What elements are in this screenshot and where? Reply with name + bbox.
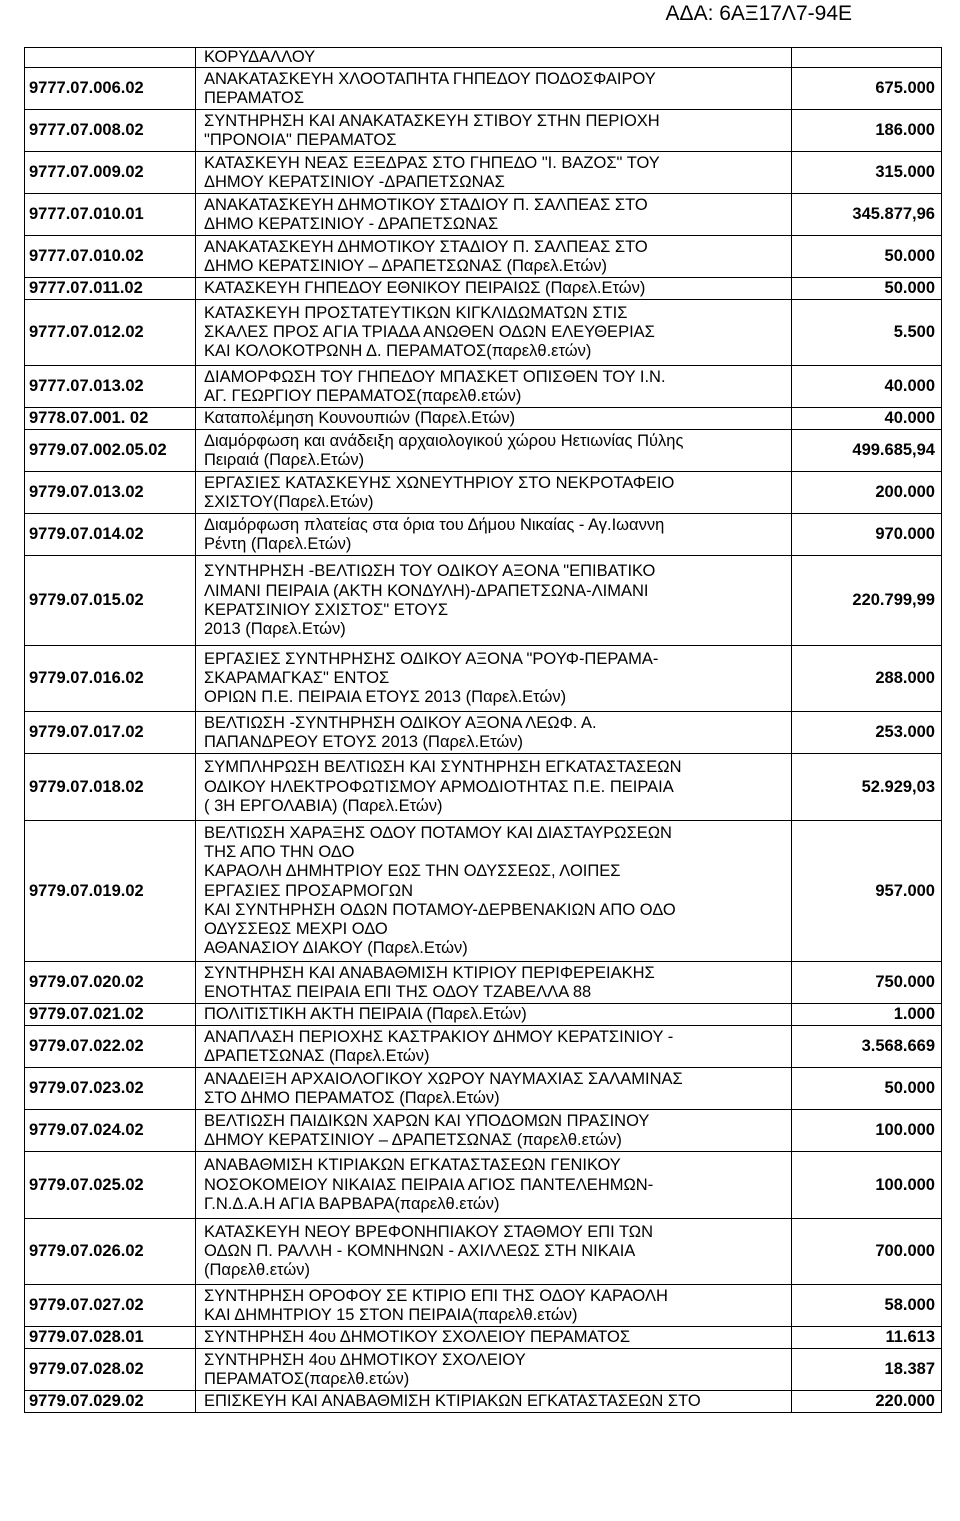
row-description: ΑΝΑΚΑΤΑΣΚΕΥΗ ΔΗΜΟΤΙΚΟΥ ΣΤΑΔΙΟΥ Π. ΣΑΛΠΕΑΣ ΣΤΟ ΔΗΜΟ ΚΕΡΑΤΣΙΝΙΟΥ – ΔΡΑΠΕΤΣΩΝΑΣ (Παρελ.Ετών) — [196, 236, 792, 278]
row-code: 9779.07.013.02 — [25, 472, 196, 514]
row-description: ΚΑΤΑΣΚΕΥΗ ΠΡΟΣΤΑΤΕΥΤΙΚΩΝ ΚΙΓΚΛΙΔΩΜΑΤΩΝ ΣΤΙΣ ΣΚΑΛΕΣ ΠΡΟΣ ΑΓΙΑ ΤΡΙΑΔΑ ΑΝΩΘΕΝ ΟΔΩΝ ΕΛΕΥΘΕΡΙΑΣ ΚΑΙ ΚΟΛΟΚΟΤΡΩΝΗ Δ. ΠΕΡΑΜΑΤΟΣ(παρελθ.ετών) — [196, 300, 792, 366]
row-description: ΣΥΝΤΗΡΗΣΗ 4ου ΔΗΜΟΤΙΚΟΥ ΣΧΟΛΕΙΟΥ ΠΕΡΑΜΑΤΟΣ — [196, 1327, 792, 1349]
row-amount: 40.000 — [792, 366, 942, 408]
row-code: 9779.07.014.02 — [25, 514, 196, 556]
table-row — [25, 236, 942, 278]
row-amount: 100.000 — [792, 1152, 942, 1219]
row-amount: 58.000 — [792, 1285, 942, 1327]
row-description: ΕΡΓΑΣΙΕΣ ΚΑΤΑΣΚΕΥΗΣ ΧΩΝΕΥΤΗΡΙΟΥ ΣΤΟ ΝΕΚΡΟΤΑΦΕΙΟ ΣΧΙΣΤΟΥ(Παρελ.Ετών) — [196, 472, 792, 514]
table-row — [25, 408, 942, 430]
row-amount: 970.000 — [792, 514, 942, 556]
row-amount: 1.000 — [792, 1004, 942, 1026]
row-code: 9777.07.013.02 — [25, 366, 196, 408]
row-amount: 50.000 — [792, 1068, 942, 1110]
row-code: 9777.07.012.02 — [25, 300, 196, 366]
budget-table-body — [25, 48, 942, 1413]
table-row — [25, 754, 942, 821]
table-row — [25, 278, 942, 300]
row-amount: 315.000 — [792, 152, 942, 194]
row-amount: 288.000 — [792, 646, 942, 712]
row-amount: 11.613 — [792, 1327, 942, 1349]
row-code: 9778.07.001. 02 — [25, 408, 196, 430]
table-row — [25, 300, 942, 366]
row-code: 9779.07.029.02 — [25, 1391, 196, 1413]
table-row — [25, 1068, 942, 1110]
row-amount: 700.000 — [792, 1219, 942, 1285]
row-code: 9779.07.022.02 — [25, 1026, 196, 1068]
table-row — [25, 514, 942, 556]
row-description: ΠΟΛΙΤΙΣΤΙΚΗ ΑΚΤΗ ΠΕΙΡΑΙΑ (Παρελ.Ετών) — [196, 1004, 792, 1026]
table-row — [25, 1152, 942, 1219]
row-code: 9779.07.025.02 — [25, 1152, 196, 1219]
row-description: ΑΝΑΚΑΤΑΣΚΕΥΗ ΧΛΟΟΤΑΠΗΤΑ ΓΗΠΕΔΟΥ ΠΟΔΟΣΦΑΙΡΟΥ ΠΕΡΑΜΑΤΟΣ — [196, 68, 792, 110]
row-code: 9779.07.026.02 — [25, 1219, 196, 1285]
row-code — [25, 48, 196, 68]
row-description: ΒΕΛΤΙΩΣΗ ΠΑΙΔΙΚΩΝ ΧΑΡΩΝ ΚΑΙ ΥΠΟΔΟΜΩΝ ΠΡΑΣΙΝΟΥ ΔΗΜΟΥ ΚΕΡΑΤΣΙΝΙΟΥ – ΔΡΑΠΕΤΣΩΝΑΣ (παρελθ.ετών) — [196, 1110, 792, 1152]
row-code: 9779.07.024.02 — [25, 1110, 196, 1152]
row-code: 9779.07.021.02 — [25, 1004, 196, 1026]
row-description: ΚΑΤΑΣΚΕΥΗ ΓΗΠΕΔΟΥ ΕΘΝΙΚΟΥ ΠΕΙΡΑΙΩΣ (Παρελ.Ετών) — [196, 278, 792, 300]
row-description: ΑΝΑΔΕΙΞΗ ΑΡΧΑΙΟΛΟΓΙΚΟΥ ΧΩΡΟΥ ΝΑΥΜΑΧΙΑΣ ΣΑΛΑΜΙΝΑΣ ΣΤΟ ΔΗΜΟ ΠΕΡΑΜΑΤΟΣ (Παρελ.Ετών) — [196, 1068, 792, 1110]
table-row — [25, 556, 942, 646]
row-description: ΣΥΝΤΗΡΗΣΗ ΚΑΙ ΑΝΑΒΑΘΜΙΣΗ ΚΤΙΡΙΟΥ ΠΕΡΙΦΕΡΕΙΑΚΗΣ ΕΝΟΤΗΤΑΣ ΠΕΙΡΑΙΑ ΕΠΙ ΤΗΣ ΟΔΟΥ ΤΖΑΒΕΛΛΑ 88 — [196, 962, 792, 1004]
row-code: 9779.07.019.02 — [25, 821, 196, 962]
row-code: 9779.07.028.01 — [25, 1327, 196, 1349]
row-amount — [792, 48, 942, 68]
row-code: 9777.07.011.02 — [25, 278, 196, 300]
row-code: 9779.07.002.05.02 — [25, 430, 196, 472]
table-row — [25, 712, 942, 754]
row-amount: 3.568.669 — [792, 1026, 942, 1068]
row-code: 9779.07.028.02 — [25, 1349, 196, 1391]
row-amount: 957.000 — [792, 821, 942, 962]
row-description: Καταπολέμηση Κουνουπιών (Παρελ.Ετών) — [196, 408, 792, 430]
row-code: 9779.07.020.02 — [25, 962, 196, 1004]
row-code: 9777.07.008.02 — [25, 110, 196, 152]
row-amount: 200.000 — [792, 472, 942, 514]
table-row — [25, 472, 942, 514]
row-code: 9779.07.018.02 — [25, 754, 196, 821]
table-row — [25, 48, 942, 68]
row-description: ΣΥΝΤΗΡΗΣΗ 4ου ΔΗΜΟΤΙΚΟΥ ΣΧΟΛΕΙΟΥ ΠΕΡΑΜΑΤΟΣ(παρελθ.ετών) — [196, 1349, 792, 1391]
row-code: 9777.07.006.02 — [25, 68, 196, 110]
row-description: Διαμόρφωση και ανάδειξη αρχαιολογικού χώρου Ηετιωνίας Πύλης Πειραιά (Παρελ.Ετών) — [196, 430, 792, 472]
row-description: Διαμόρφωση πλατείας στα όρια του Δήμου Νικαίας - Αγ.Ιωαννη Ρέντη (Παρελ.Ετών) — [196, 514, 792, 556]
row-description: ΔΙΑΜΟΡΦΩΣΗ ΤΟΥ ΓΗΠΕΔΟΥ ΜΠΑΣΚΕΤ ΟΠΙΣΘΕΝ ΤΟΥ Ι.Ν. ΑΓ. ΓΕΩΡΓΙΟΥ ΠΕΡΑΜΑΤΟΣ(παρελθ.ετών) — [196, 366, 792, 408]
table-row — [25, 821, 942, 962]
row-code: 9777.07.009.02 — [25, 152, 196, 194]
row-code: 9777.07.010.02 — [25, 236, 196, 278]
row-description: ΣΥΝΤΗΡΗΣΗ -ΒΕΛΤΙΩΣΗ ΤΟΥ ΟΔΙΚΟΥ ΑΞΟΝΑ "ΕΠΙΒΑΤΙΚΟ ΛΙΜΑΝΙ ΠΕΙΡΑΙΑ (ΑΚΤΗ ΚΟΝΔΥΛΗ)-ΔΡΑΠΕΤΣΩΝΑ-ΛΙΜΑΝΙ ΚΕΡΑΤΣΙΝΙΟΥ ΣΧΙΣΤΟΣ" ΕΤΟΥΣ 2013 (Παρελ.Ετών) — [196, 556, 792, 646]
row-description: ΚΑΤΑΣΚΕΥΗ ΝΕΟΥ ΒΡΕΦΟΝΗΠΙΑΚΟΥ ΣΤΑΘΜΟΥ ΕΠΙ ΤΩΝ ΟΔΩΝ Π. ΡΑΛΛΗ - ΚΟΜΝΗΝΩΝ - ΑΧΙΛΛΕΩΣ ΣΤΗ ΝΙΚΑΙΑ (Παρελθ.ετών) — [196, 1219, 792, 1285]
table-row — [25, 430, 942, 472]
row-amount: 52.929,03 — [792, 754, 942, 821]
table-row — [25, 646, 942, 712]
row-description: ΣΥΝΤΗΡΗΣΗ ΟΡΟΦΟΥ ΣΕ ΚΤΙΡΙΟ ΕΠΙ ΤΗΣ ΟΔΟΥ ΚΑΡΑΟΛΗ ΚΑΙ ΔΗΜΗΤΡΙΟΥ 15 ΣΤΟΝ ΠΕΙΡΑΙΑ(παρελθ.ετών) — [196, 1285, 792, 1327]
table-row — [25, 1004, 942, 1026]
row-description: ΚΑΤΑΣΚΕΥΗ ΝΕΑΣ ΕΞΕΔΡΑΣ ΣΤΟ ΓΗΠΕΔΟ "Ι. ΒΑΖΟΣ" ΤΟΥ ΔΗΜΟΥ ΚΕΡΑΤΣΙΝΙΟΥ -ΔΡΑΠΕΤΣΩΝΑΣ — [196, 152, 792, 194]
row-amount: 5.500 — [792, 300, 942, 366]
table-row — [25, 1285, 942, 1327]
table-row — [25, 1219, 942, 1285]
row-amount: 186.000 — [792, 110, 942, 152]
table-row — [25, 1327, 942, 1349]
row-amount: 675.000 — [792, 68, 942, 110]
row-description: ΑΝΑΚΑΤΑΣΚΕΥΗ ΔΗΜΟΤΙΚΟΥ ΣΤΑΔΙΟΥ Π. ΣΑΛΠΕΑΣ ΣΤΟ ΔΗΜΟ ΚΕΡΑΤΣΙΝΙΟΥ - ΔΡΑΠΕΤΣΩΝΑΣ — [196, 194, 792, 236]
row-amount: 345.877,96 — [792, 194, 942, 236]
ada-header: ΑΔΑ: 6ΑΞ17Λ7-94Ε — [665, 2, 852, 25]
row-amount: 253.000 — [792, 712, 942, 754]
table-row — [25, 366, 942, 408]
row-amount: 50.000 — [792, 236, 942, 278]
row-code: 9779.07.027.02 — [25, 1285, 196, 1327]
row-amount: 750.000 — [792, 962, 942, 1004]
table-row — [25, 1026, 942, 1068]
row-code: 9779.07.015.02 — [25, 556, 196, 646]
budget-table — [24, 47, 942, 1413]
table-row — [25, 110, 942, 152]
table-row — [25, 152, 942, 194]
table-row — [25, 194, 942, 236]
table-row — [25, 68, 942, 110]
row-description: ΕΡΓΑΣΙΕΣ ΣΥΝΤΗΡΗΣΗΣ ΟΔΙΚΟΥ ΑΞΟΝΑ "ΡΟΥΦ-ΠΕΡΑΜΑ- ΣΚΑΡΑΜΑΓΚΑΣ" ΕΝΤΟΣ ΟΡΙΩΝ Π.Ε. ΠΕΙΡΑΙΑ ΕΤΟΥΣ 2013 (Παρελ.Ετών) — [196, 646, 792, 712]
row-amount: 499.685,94 — [792, 430, 942, 472]
row-code: 9779.07.016.02 — [25, 646, 196, 712]
row-description: ΣΥΜΠΛΗΡΩΣΗ ΒΕΛΤΙΩΣΗ ΚΑΙ ΣΥΝΤΗΡΗΣΗ ΕΓΚΑΤΑΣΤΑΣΕΩΝ ΟΔΙΚΟΥ ΗΛΕΚΤΡΟΦΩΤΙΣΜΟΥ ΑΡΜΟΔΙΟΤΗΤΑΣ Π.Ε. ΠΕΙΡΑΙΑ ( 3Η ΕΡΓΟΛΑΒΙΑ) (Παρελ.Ετών) — [196, 754, 792, 821]
row-description: ΑΝΑΠΛΑΣΗ ΠΕΡΙΟΧΗΣ ΚΑΣΤΡΑΚΙΟΥ ΔΗΜΟΥ ΚΕΡΑΤΣΙΝΙΟΥ - ΔΡΑΠΕΤΣΩΝΑΣ (Παρελ.Ετών) — [196, 1026, 792, 1068]
row-amount: 220.000 — [792, 1391, 942, 1413]
row-amount: 100.000 — [792, 1110, 942, 1152]
row-description: ΚΟΡΥΔΑΛΛΟΥ — [196, 48, 792, 68]
row-description: ΕΠΙΣΚΕΥΗ ΚΑΙ ΑΝΑΒΑΘΜΙΣΗ ΚΤΙΡΙΑΚΩΝ ΕΓΚΑΤΑΣΤΑΣΕΩΝ ΣΤΟ — [196, 1391, 792, 1413]
row-description: ΒΕΛΤΙΩΣΗ -ΣΥΝΤΗΡΗΣΗ ΟΔΙΚΟΥ ΑΞΟΝΑ ΛΕΩΦ. Α. ΠΑΠΑΝΔΡΕΟΥ ΕΤΟΥΣ 2013 (Παρελ.Ετών) — [196, 712, 792, 754]
row-description: ΣΥΝΤΗΡΗΣΗ ΚΑΙ ΑΝΑΚΑΤΑΣΚΕΥΗ ΣΤΙΒΟΥ ΣΤΗΝ ΠΕΡΙΟΧΗ "ΠΡΟΝΟΙΑ" ΠΕΡΑΜΑΤΟΣ — [196, 110, 792, 152]
table-row — [25, 1349, 942, 1391]
row-description: ΒΕΛΤΙΩΣΗ ΧΑΡΑΞΗΣ ΟΔΟΥ ΠΟΤΑΜΟΥ ΚΑΙ ΔΙΑΣΤΑΥΡΩΣΕΩΝ ΤΗΣ ΑΠΟ ΤΗΝ ΟΔΟ ΚΑΡΑΟΛΗ ΔΗΜΗΤΡΙΟΥ ΕΩΣ ΤΗΝ ΟΔΥΣΣΕΩΣ, ΛΟΙΠΕΣ ΕΡΓΑΣΙΕΣ ΠΡΟΣΑΡΜΟΓΩΝ ΚΑΙ ΣΥΝΤΗΡΗΣΗ ΟΔΩΝ ΠΟΤΑΜΟΥ-ΔΕΡΒΕΝΑΚΙΩΝ ΑΠΟ ΟΔΟ ΟΔΥΣΣΕΩΣ ΜΕΧΡΙ ΟΔΟ ΑΘΑΝΑΣΙΟΥ ΔΙΑΚΟΥ (Παρελ.Ετών) — [196, 821, 792, 962]
row-code: 9779.07.017.02 — [25, 712, 196, 754]
row-amount: 40.000 — [792, 408, 942, 430]
row-amount: 18.387 — [792, 1349, 942, 1391]
row-code: 9777.07.010.01 — [25, 194, 196, 236]
row-amount: 220.799,99 — [792, 556, 942, 646]
table-row — [25, 962, 942, 1004]
row-code: 9779.07.023.02 — [25, 1068, 196, 1110]
table-row — [25, 1110, 942, 1152]
row-description: ΑΝΑΒΑΘΜΙΣΗ ΚΤΙΡΙΑΚΩΝ ΕΓΚΑΤΑΣΤΑΣΕΩΝ ΓΕΝΙΚΟΥ ΝΟΣΟΚΟΜΕΙΟΥ ΝΙΚΑΙΑΣ ΠΕΙΡΑΙΑ ΑΓΙΟΣ ΠΑΝΤΕΛΕΗΜΩΝ- Γ.Ν.Δ.Α.Η ΑΓΙΑ ΒΑΡΒΑΡΑ(παρελθ.ετών) — [196, 1152, 792, 1219]
row-amount: 50.000 — [792, 278, 942, 300]
table-row — [25, 1391, 942, 1413]
